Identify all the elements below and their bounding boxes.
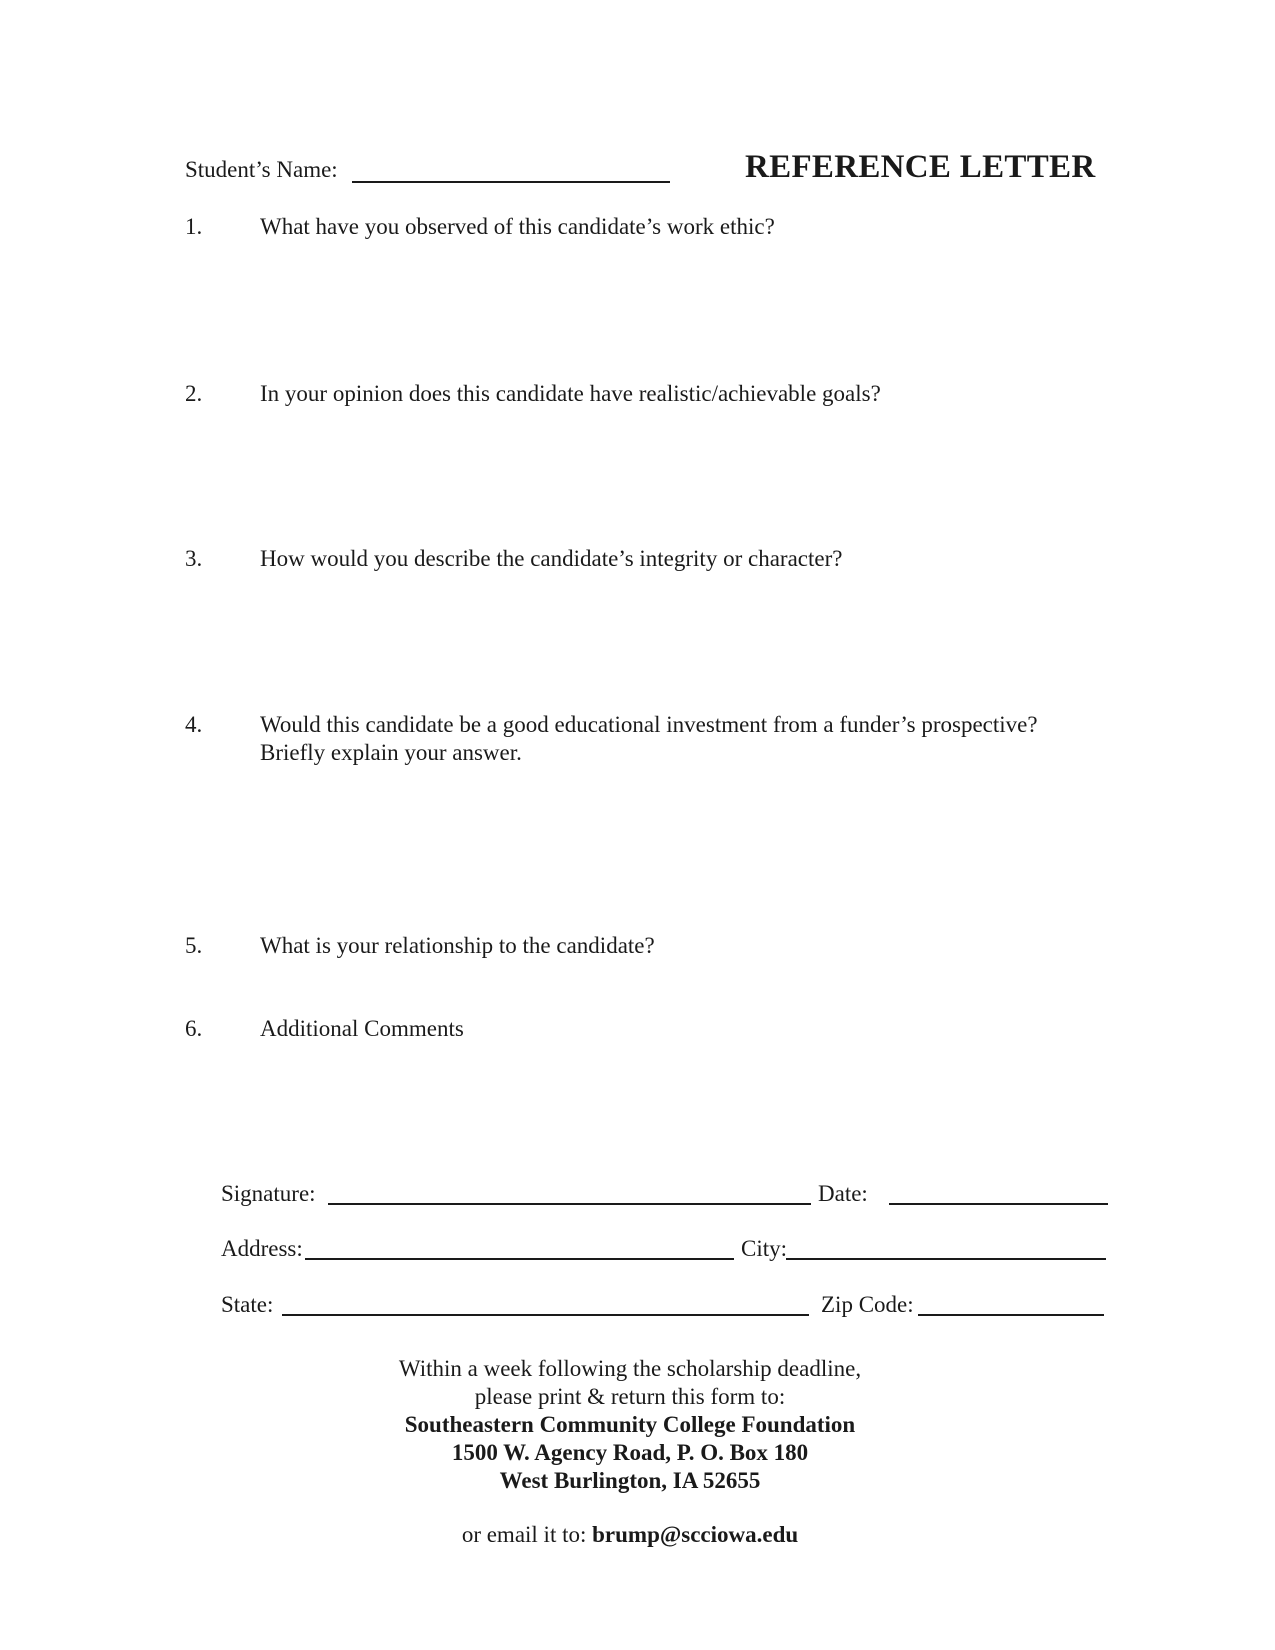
document-title: REFERENCE LETTER (745, 149, 1096, 185)
question-text (260, 213, 775, 241)
state-label: State: (221, 1292, 274, 1317)
question-line: How would you describe the candidate’s integrity or character? (260, 546, 843, 571)
return-instructions (300, 1355, 960, 1549)
question-text (260, 711, 1038, 767)
question-text (260, 1015, 464, 1043)
student-name-field[interactable] (352, 181, 670, 183)
organization-name: Southeastern Community College Foundation (404, 1412, 856, 1437)
email-address[interactable]: brump@scciowa.edu (592, 1522, 799, 1547)
instruction-line: please print & return this form to: (474, 1384, 786, 1409)
question-number: 6. (185, 1016, 203, 1041)
zip-code-field[interactable] (918, 1314, 1104, 1316)
street-address: 1500 W. Agency Road, P. O. Box 180 (451, 1440, 809, 1465)
state-field[interactable] (282, 1314, 809, 1316)
address-label: Address: (221, 1236, 303, 1261)
question-number: 5. (185, 933, 203, 958)
city-label: City: (741, 1236, 788, 1261)
instruction-line: Within a week following the scholarship deadline, (398, 1356, 862, 1381)
date-label: Date: (818, 1181, 868, 1206)
question-number: 4. (185, 712, 203, 737)
question-number: 3. (185, 546, 203, 571)
address-field[interactable] (305, 1258, 734, 1260)
question-text (260, 932, 655, 960)
question-line: In your opinion does this candidate have realistic/achievable goals? (260, 381, 881, 406)
email-line (300, 1521, 960, 1549)
question-number: 1. (185, 214, 203, 239)
question-line: What is your relationship to the candidate? (260, 933, 655, 958)
question-text (260, 380, 881, 408)
date-field[interactable] (889, 1203, 1108, 1205)
question-line: Additional Comments (260, 1016, 464, 1041)
question-text (260, 545, 842, 573)
question-number: 2. (185, 381, 203, 406)
student-name-label: Student’s Name: (185, 157, 338, 182)
city-field[interactable] (786, 1258, 1106, 1260)
question-line: What have you observed of this candidate’s work ethic? (260, 214, 775, 239)
question-line: Would this candidate be a good educational investment from a funder’s prospective? (260, 712, 1038, 737)
question-line: Briefly explain your answer. (260, 740, 522, 765)
spacer (300, 1495, 960, 1521)
city-state-zip: West Burlington, IA 52655 (499, 1468, 761, 1493)
signature-field[interactable] (328, 1203, 811, 1205)
email-prefix: or email it to: (461, 1522, 593, 1547)
zip-code-label: Zip Code: (821, 1292, 914, 1317)
signature-label: Signature: (221, 1181, 316, 1206)
